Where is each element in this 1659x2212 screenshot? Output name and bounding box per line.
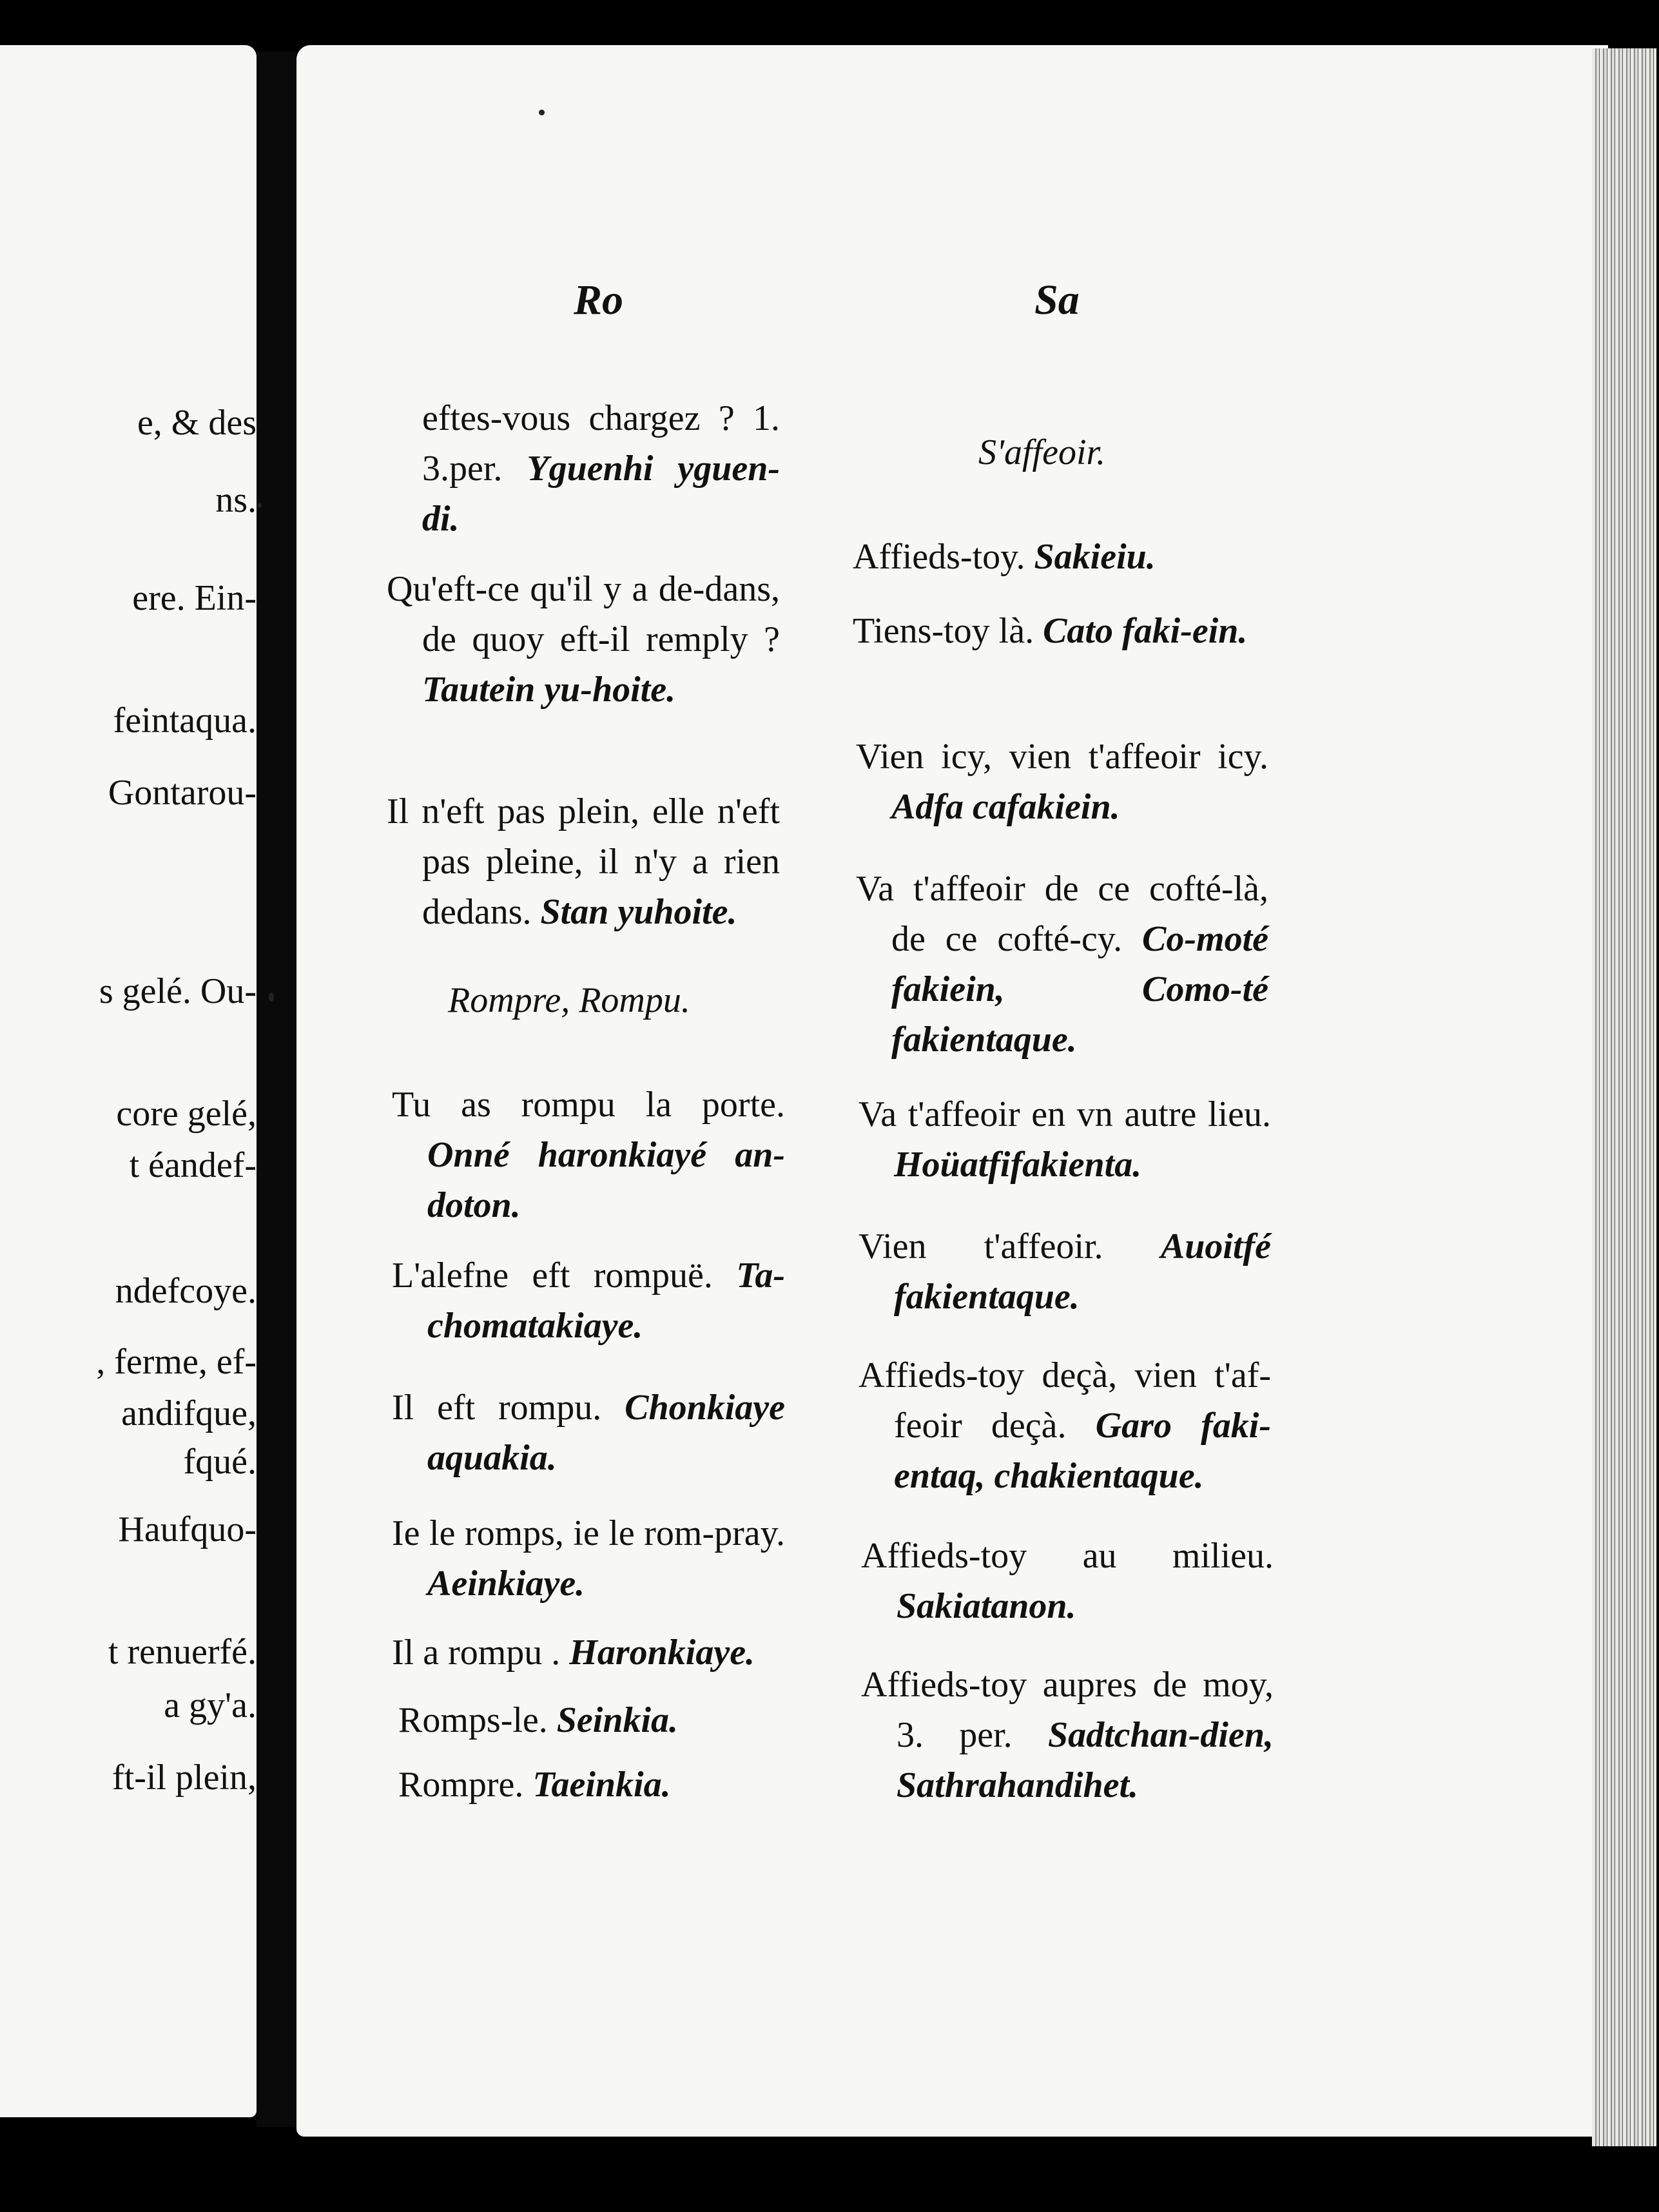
entry: [387, 564, 780, 715]
french-text: Affieds-toy.: [853, 537, 1025, 577]
entry: [861, 1531, 1274, 1631]
french-text: Ie le romps, ie le rom-pray.: [392, 1513, 785, 1553]
left-line: a gy'a.: [164, 1685, 257, 1725]
french-text: Tu as rompu la porte.: [392, 1085, 785, 1125]
left-line: fqué.: [183, 1442, 257, 1482]
entry: [859, 1221, 1271, 1322]
huron-text: Onné haronkiayé an-doton.: [427, 1135, 785, 1225]
french-text: Affieds-toy deçà, vien t'af-feoir deçà.: [859, 1355, 1271, 1446]
huron-text: Sakiatanon.: [897, 1586, 1076, 1626]
french-text: eftes-vous chargez ? 1. 3.per.: [422, 398, 780, 489]
entry: [392, 1627, 804, 1678]
entry: [392, 1080, 785, 1230]
french-text: Qu'eft-ce qu'il y a de-dans, de quoy eft-il remply ?: [387, 569, 780, 659]
huron-text: Cato faki-ein.: [1043, 611, 1248, 651]
page-edge-stack: [1592, 48, 1656, 2146]
column-header-ro: Ro: [574, 276, 624, 324]
huron-text: Haronkiaye.: [569, 1633, 755, 1673]
french-text: Va t'affeoir de ce cofté-là, de ce cofté-cy.: [856, 869, 1268, 959]
left-line: ns.: [215, 480, 257, 520]
section-heading: S'affeoir.: [978, 432, 1106, 472]
entry: [853, 606, 1265, 656]
left-line: Haufquo-: [118, 1509, 257, 1549]
left-line: e, & des: [137, 403, 257, 443]
huron-text: Sadtchan-dien, Sathrahandihet.: [897, 1715, 1274, 1805]
huron-text: Adfa cafakiein.: [891, 787, 1120, 827]
french-text: Il eft rompu.: [392, 1388, 602, 1428]
entry: [859, 1350, 1271, 1501]
french-text: Il a rompu .: [392, 1633, 561, 1673]
ink-speck: [258, 503, 262, 508]
left-line: s gelé. Ou-: [99, 971, 257, 1011]
french-text: Affieds-toy au milieu.: [861, 1536, 1274, 1576]
huron-text: Yguenhi yguen-di.: [422, 449, 780, 539]
entry: [861, 1660, 1274, 1810]
entry: [856, 864, 1268, 1065]
left-line: andifque,: [121, 1393, 257, 1433]
left-line: feintaqua.: [113, 701, 257, 741]
entry: [859, 1089, 1271, 1190]
entry: [856, 732, 1268, 832]
left-page: [0, 45, 257, 2117]
huron-text: Ta-chomatakiaye.: [427, 1256, 785, 1346]
ink-speck: [269, 993, 274, 1002]
french-text: Rompre.: [398, 1765, 524, 1805]
right-page: [296, 45, 1608, 2137]
french-text: Tiens-toy là.: [853, 611, 1034, 651]
french-text: L'alefne eft rompuë.: [392, 1256, 713, 1295]
huron-text: Hoüatfifakienta.: [894, 1145, 1142, 1185]
french-text: Affieds-toy aupres de moy, 3. per.: [861, 1665, 1274, 1755]
entry: [387, 786, 780, 937]
entry: [392, 1382, 785, 1483]
huron-text: Auoitfé fakientaque.: [894, 1227, 1271, 1317]
huron-text: Stan yuhoite.: [540, 892, 737, 932]
huron-text: Chonkiaye aquakia.: [427, 1388, 786, 1478]
french-text: Romps-le.: [398, 1700, 548, 1740]
french-text: Il n'eft pas plein, elle n'eft pas pleine, il n'y a rien dedans.: [387, 791, 780, 932]
entry: [392, 1250, 785, 1351]
french-text: Vien t'affeoir.: [859, 1227, 1103, 1266]
entry: [387, 393, 780, 544]
huron-text: Garo faki-entaq, chakientaque.: [894, 1406, 1272, 1496]
book-gutter: [257, 52, 296, 2127]
left-line: t éandef-: [129, 1145, 257, 1185]
left-line: Gontarou-: [108, 773, 257, 813]
entry: [392, 1508, 785, 1609]
huron-text: Taeinkia.: [532, 1765, 671, 1805]
entry: [853, 532, 1265, 582]
left-line: t renuerfé.: [108, 1632, 257, 1672]
huron-text: Tautein yu-hoite.: [422, 670, 676, 710]
left-line: ndefcoye.: [115, 1271, 257, 1311]
french-text: Va t'affeoir en vn autre lieu.: [859, 1094, 1271, 1134]
left-line: core gelé,: [116, 1094, 257, 1134]
column-header-sa: Sa: [1034, 276, 1080, 324]
left-line: , ferme, ef-: [96, 1342, 257, 1382]
section-heading: Rompre, Rompu.: [448, 980, 690, 1020]
huron-text: Aeinkiaye.: [427, 1564, 585, 1604]
huron-text: Seinkia.: [556, 1700, 679, 1740]
huron-text: Co-moté fakiein, Como-té fakientaque.: [891, 919, 1268, 1060]
left-line: ere. Ein-: [132, 578, 257, 618]
entry: [398, 1760, 791, 1810]
ink-speck: [539, 110, 545, 115]
french-text: Vien icy, vien t'affeoir icy.: [856, 737, 1268, 777]
entry: [398, 1695, 791, 1745]
left-line: ft-il plein,: [112, 1758, 257, 1798]
huron-text: Sakieiu.: [1034, 537, 1156, 577]
